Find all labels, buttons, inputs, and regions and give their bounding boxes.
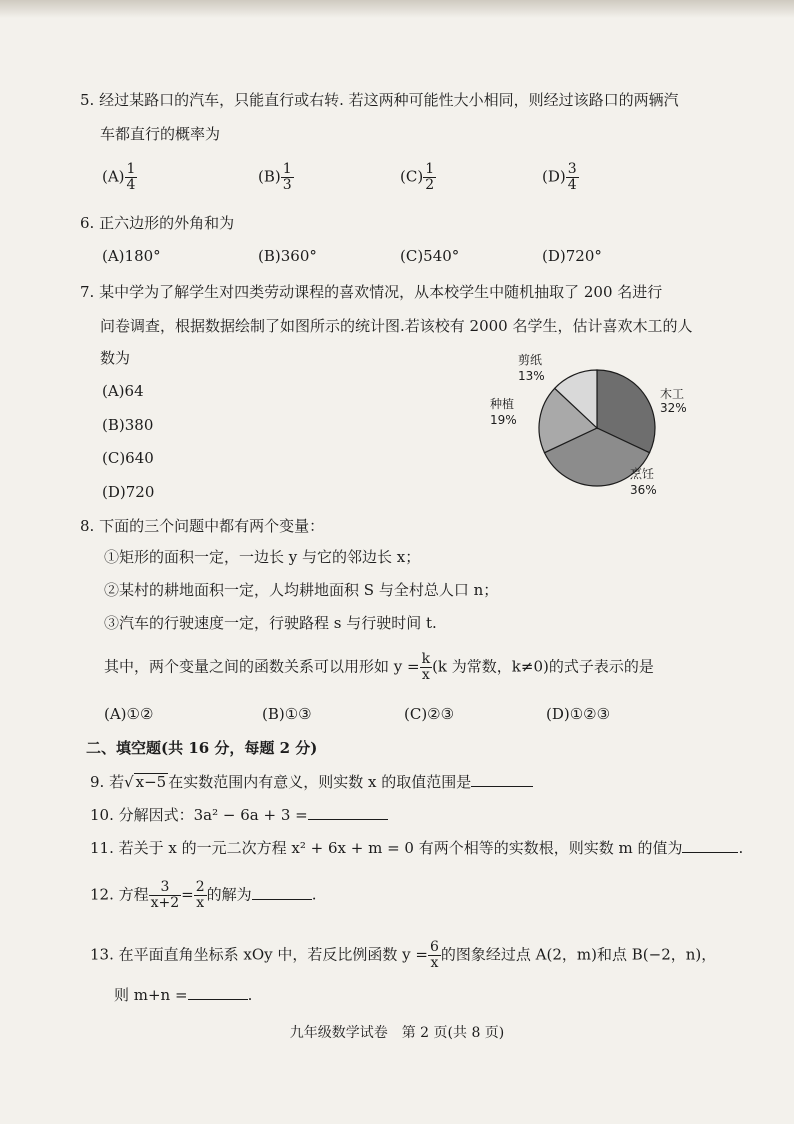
q8-stem: 其中，两个变量之间的函数关系可以用形如 y = $\frac{k}{x}$ (k 为常数，k≠0)的式子表示的是 (104, 651, 654, 683)
q5-option-d: (D) $\frac{3}{4}$ (542, 161, 577, 193)
q9-answer-blank[interactable] (471, 772, 533, 787)
q6-line1: 6. 正六边形的外角和为 (80, 214, 235, 232)
q10-answer-blank[interactable] (308, 805, 388, 820)
q8-option-d: (D)①②③ (546, 705, 611, 723)
q11-answer-blank[interactable] (682, 838, 738, 853)
q5-option-c: (C) $\frac{1}{2}$ (400, 161, 435, 193)
q8-option-b: (B)①③ (262, 705, 312, 723)
q8-line1: 8. 下面的三个问题中都有两个变量： (80, 517, 325, 535)
q6-option-b: (B)360° (258, 247, 317, 265)
pie-label-mugong-pct: 32% (660, 401, 687, 415)
scan-edge (0, 0, 794, 18)
pie-label-jianzhi-pct: 13% (518, 369, 545, 383)
pie-label-pengren-name: 烹饪 (630, 467, 655, 481)
q8-item3: ③汽车的行驶速度一定，行驶路程 s 与行驶时间 t. (104, 614, 437, 632)
q8-item2: ②某村的耕地面积一定，人均耕地面积 S 与全村总人口 n； (104, 581, 499, 599)
q7-option-d: (D)720 (102, 483, 155, 501)
pie-chart (480, 350, 710, 510)
q5-option-a: (A) $\frac{1}{4}$ (102, 161, 136, 193)
q5-line2: 车都直行的概率为 (100, 125, 221, 143)
section-2-title: 二、填空题(共 16 分，每题 2 分) (86, 739, 318, 757)
q7-line2: 问卷调查，根据数据绘制了如图所示的统计图.若该校有 2000 名学生，估计喜欢木工的人 (100, 317, 693, 335)
q7-option-c: (C)640 (102, 449, 154, 467)
q6-option-a: (A)180° (102, 247, 161, 265)
q10: 10. 分解因式：3a² − 6a + 3 = (90, 805, 388, 825)
q7-option-b: (B)380 (102, 416, 154, 434)
q5-line1: 5. 经过某路口的汽车，只能直行或右转. 若这两种可能性大小相同，则经过该路口的两辆汽 (80, 91, 679, 109)
pie-label-pengren-pct: 36% (630, 483, 657, 497)
q13-line1: 13. 在平面直角坐标系 xOy 中，若反比例函数 y = $\frac{6}{x}$ 的图象经过点 A(2，m)和点 B(−2，n)， (90, 939, 717, 971)
pie-label-zhongzhi-name: 种植 (490, 397, 515, 411)
q8-option-c: (C)②③ (404, 705, 455, 723)
q11: 11. 若关于 x 的一元二次方程 x² + 6x + m = 0 有两个相等的实数根，则实数 m 的值为 . (90, 839, 744, 857)
q13-line2: 则 m+n = . (114, 986, 253, 1004)
pie-label-mugong-name: 木工 (660, 387, 685, 401)
pie-label-zhongzhi-pct: 19% (490, 413, 517, 427)
q12: 12. 方程 $\frac{3}{x+2}$ = $\frac{2}{x}$ 的解为 . (90, 879, 317, 911)
q5-option-b: (B) $\frac{1}{3}$ (258, 161, 292, 193)
q13-answer-blank[interactable] (188, 985, 248, 1000)
q8-option-a: (A)①② (104, 705, 154, 723)
page-footer: 九年级数学试卷 第 2 页(共 8 页) (289, 1025, 505, 1041)
q7-option-a: (A)64 (102, 382, 144, 400)
q8-item1: ①矩形的面积一定，一边长 y 与它的邻边长 x； (104, 548, 421, 566)
q12-answer-blank[interactable] (252, 885, 312, 900)
q9: 9. 若√ x−5 在实数范围内有意义，则实数 x 的取值范围是 (90, 772, 533, 792)
q6-option-d: (D)720° (542, 247, 602, 265)
q7-line3: 数为 (100, 349, 131, 367)
q7-line1: 7. 某中学为了解学生对四类劳动课程的喜欢情况，从本校学生中随机抽取了 200 名进行 (80, 283, 663, 301)
q6-option-c: (C)540° (400, 247, 460, 265)
pie-label-jianzhi-name: 剪纸 (518, 353, 543, 367)
